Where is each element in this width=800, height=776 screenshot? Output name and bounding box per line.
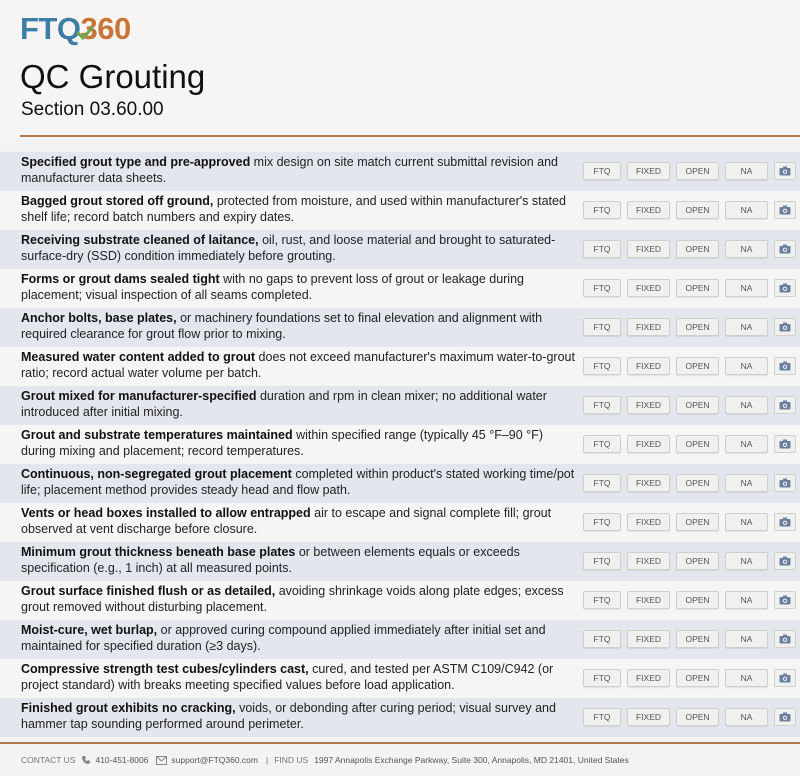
- ftq-button[interactable]: FTQ: [583, 474, 621, 492]
- camera-icon: [779, 556, 791, 566]
- ftq-button[interactable]: FTQ: [583, 552, 621, 570]
- camera-icon: [779, 517, 791, 527]
- na-button[interactable]: NA: [725, 708, 768, 726]
- checklist-item-text: [21, 350, 581, 381]
- camera-button[interactable]: [774, 474, 796, 492]
- checklist-item-bold: Forms or grout dams sealed tight: [21, 272, 220, 286]
- checklist-item-bold: Grout surface finished flush or as detailed,: [21, 584, 276, 598]
- footer: [0, 742, 800, 776]
- fixed-button[interactable]: FIXED: [627, 318, 670, 336]
- checklist-row: [0, 386, 800, 425]
- checklist-row: [0, 308, 800, 347]
- camera-button[interactable]: [774, 396, 796, 414]
- ftq-button[interactable]: FTQ: [583, 240, 621, 258]
- separator: |: [265, 755, 269, 765]
- phone-icon: [81, 755, 91, 765]
- status-buttons: [583, 240, 796, 258]
- camera-icon: [779, 634, 791, 644]
- checklist-item-detail: within specified range (typically 45 °F–90 °F) during mixing and placement; record temperatures.: [21, 428, 543, 458]
- na-button[interactable]: NA: [725, 474, 768, 492]
- checklist-item-bold: Specified grout type and pre-approved: [21, 155, 251, 169]
- checklist-item-detail: or between elements equals or exceeds specification (e.g., 1 inch) at all measured points.: [21, 545, 520, 575]
- status-buttons: [583, 357, 796, 375]
- status-buttons: [583, 396, 796, 414]
- checklist-item-text: [21, 155, 581, 186]
- open-button[interactable]: OPEN: [676, 591, 719, 609]
- na-button[interactable]: NA: [725, 240, 768, 258]
- ftq-button[interactable]: FTQ: [583, 591, 621, 609]
- ftq-button[interactable]: FTQ: [583, 201, 621, 219]
- na-button[interactable]: NA: [725, 279, 768, 297]
- camera-icon: [779, 712, 791, 722]
- checklist-item-bold: Compressive strength test cubes/cylinders cast,: [21, 662, 309, 676]
- fixed-button[interactable]: FIXED: [627, 669, 670, 687]
- fixed-button[interactable]: FIXED: [627, 630, 670, 648]
- camera-icon: [779, 361, 791, 371]
- checklist-item-bold: Bagged grout stored off ground,: [21, 194, 214, 208]
- open-button[interactable]: OPEN: [676, 513, 719, 531]
- fixed-button[interactable]: FIXED: [627, 708, 670, 726]
- ftq360-logo: [20, 12, 131, 46]
- na-button[interactable]: NA: [725, 591, 768, 609]
- open-button[interactable]: OPEN: [676, 435, 719, 453]
- checklist-item-bold: Measured water content added to grout: [21, 350, 256, 364]
- open-button[interactable]: OPEN: [676, 552, 719, 570]
- checklist-row: [0, 464, 800, 503]
- camera-icon: [779, 595, 791, 605]
- fixed-button[interactable]: FIXED: [627, 279, 670, 297]
- camera-button[interactable]: [774, 318, 796, 336]
- open-button[interactable]: OPEN: [676, 474, 719, 492]
- checklist-item-detail: air to escape and signal complete fill; grout observed at vent discharge before closure.: [21, 506, 552, 536]
- status-buttons: [583, 474, 796, 492]
- checklist-item-text: [21, 233, 581, 264]
- checklist-row: [0, 191, 800, 230]
- open-button[interactable]: OPEN: [676, 396, 719, 414]
- status-buttons: [583, 708, 796, 726]
- camera-button[interactable]: [774, 552, 796, 570]
- checklist-item-text: [21, 545, 581, 576]
- ftq-button[interactable]: FTQ: [583, 630, 621, 648]
- ftq-button[interactable]: FTQ: [583, 162, 621, 180]
- camera-icon: [779, 205, 791, 215]
- fixed-button[interactable]: FIXED: [627, 513, 670, 531]
- checklist-item-detail: does not exceed manufacturer's maximum water-to-grout ratio; record actual water volume per batch.: [21, 350, 575, 380]
- checklist-item-detail: or machinery foundations set to final elevation and alignment with required clearance for grout flow prior to mixing.: [21, 311, 543, 341]
- checklist-row: [0, 581, 800, 620]
- open-button[interactable]: OPEN: [676, 630, 719, 648]
- status-buttons: [583, 630, 796, 648]
- logo-ftq-text: FTQ: [20, 11, 81, 46]
- checklist-item-text: [21, 662, 581, 693]
- camera-icon: [779, 322, 791, 332]
- open-button[interactable]: OPEN: [676, 669, 719, 687]
- na-button[interactable]: NA: [725, 435, 768, 453]
- checklist-item-detail: protected from moisture, and used within manufacturer's stated shelf life; record batch numbers and expiry dates.: [21, 194, 566, 224]
- checklist-item-bold: Moist-cure, wet burlap,: [21, 623, 158, 637]
- ftq-button[interactable]: FTQ: [583, 318, 621, 336]
- checklist-item-detail: mix design on site match current submittal revision and manufacturer data sheets.: [21, 155, 558, 185]
- checklist-item-text: [21, 467, 581, 498]
- camera-icon: [779, 439, 791, 449]
- camera-button[interactable]: [774, 591, 796, 609]
- checklist-item-bold: Vents or head boxes installed to allow entrapped: [21, 506, 311, 520]
- camera-icon: [779, 673, 791, 683]
- camera-button[interactable]: [774, 162, 796, 180]
- fixed-button[interactable]: FIXED: [627, 396, 670, 414]
- status-buttons: [583, 201, 796, 219]
- na-button[interactable]: NA: [725, 669, 768, 687]
- fixed-button[interactable]: FIXED: [627, 591, 670, 609]
- open-button[interactable]: OPEN: [676, 201, 719, 219]
- checklist-row: [0, 698, 800, 737]
- na-button[interactable]: NA: [725, 630, 768, 648]
- na-button[interactable]: NA: [725, 357, 768, 375]
- checklist-item-bold: Minimum grout thickness beneath base plates: [21, 545, 296, 559]
- checklist-item-text: [21, 623, 581, 654]
- checklist-item-detail: cured, and tested per ASTM C109/C942 (or project standard) with breaks meeting specified values before load application.: [21, 662, 554, 692]
- na-button[interactable]: NA: [725, 162, 768, 180]
- checkmark-icon: [76, 26, 94, 40]
- open-button[interactable]: OPEN: [676, 318, 719, 336]
- fixed-button[interactable]: FIXED: [627, 162, 670, 180]
- na-button[interactable]: NA: [725, 552, 768, 570]
- status-buttons: [583, 318, 796, 336]
- checklist-item-bold: Grout and substrate temperatures maintained: [21, 428, 293, 442]
- open-button[interactable]: OPEN: [676, 240, 719, 258]
- na-button[interactable]: NA: [725, 396, 768, 414]
- checklist-item-text: [21, 584, 581, 615]
- checklist-item-bold: Receiving substrate cleaned of laitance,: [21, 233, 259, 247]
- camera-button[interactable]: [774, 513, 796, 531]
- checklist-item-bold: Anchor bolts, base plates,: [21, 311, 177, 325]
- checklist-row: [0, 152, 800, 191]
- fixed-button[interactable]: FIXED: [627, 357, 670, 375]
- open-button[interactable]: OPEN: [676, 357, 719, 375]
- checklist-item-bold: Grout mixed for manufacturer-specified: [21, 389, 257, 403]
- checklist-item-bold: Continuous, non-segregated grout placement: [21, 467, 292, 481]
- checklist-item-text: [21, 389, 581, 420]
- fixed-button[interactable]: FIXED: [627, 552, 670, 570]
- checklist-row: [0, 620, 800, 659]
- status-buttons: [583, 435, 796, 453]
- camera-button[interactable]: [774, 435, 796, 453]
- ftq-button[interactable]: FTQ: [583, 357, 621, 375]
- checklist: [0, 152, 800, 737]
- status-buttons: [583, 591, 796, 609]
- status-buttons: [583, 279, 796, 297]
- checklist-item-text: [21, 428, 581, 459]
- checklist-row: [0, 503, 800, 542]
- na-button[interactable]: NA: [725, 513, 768, 531]
- checklist-row: [0, 542, 800, 581]
- address: 1997 Annapolis Exchange Parkway, Suite 300, Annapolis, MD 21401, United States: [314, 755, 629, 765]
- camera-icon: [779, 400, 791, 410]
- checklist-item-detail: or approved curing compound applied immediately after initial set and maintained for specified duration (≥3 days).: [21, 623, 546, 653]
- ftq-button[interactable]: FTQ: [583, 513, 621, 531]
- checklist-row: [0, 425, 800, 464]
- header: [0, 0, 800, 140]
- camera-icon: [779, 166, 791, 176]
- ftq-button[interactable]: FTQ: [583, 669, 621, 687]
- email-icon: [156, 756, 167, 765]
- fixed-button[interactable]: FIXED: [627, 201, 670, 219]
- checklist-item-text: [21, 272, 581, 303]
- fixed-button[interactable]: FIXED: [627, 435, 670, 453]
- checklist-item-detail: with no gaps to prevent loss of grout or leakage during placement; visual inspection of all seams completed.: [21, 272, 524, 302]
- page-title: QC Grouting: [20, 58, 206, 95]
- status-buttons: [583, 669, 796, 687]
- section-number: Section 03.60.00: [21, 99, 164, 120]
- checklist-item-detail: oil, rust, and loose material and brought to saturated-surface-dry (SSD) condition immediately before grouting.: [21, 233, 556, 263]
- status-buttons: [583, 162, 796, 180]
- camera-button[interactable]: [774, 201, 796, 219]
- camera-button[interactable]: [774, 357, 796, 375]
- ftq-button[interactable]: FTQ: [583, 435, 621, 453]
- find-label: FIND US: [274, 755, 309, 765]
- phone-number[interactable]: 410-451-8006: [95, 755, 149, 765]
- checklist-item-text: [21, 701, 581, 732]
- camera-button[interactable]: [774, 240, 796, 258]
- email-address[interactable]: support@FTQ360.com: [171, 755, 258, 765]
- checklist-row: [0, 269, 800, 308]
- open-button[interactable]: OPEN: [676, 162, 719, 180]
- na-button[interactable]: NA: [725, 201, 768, 219]
- checklist-row: [0, 230, 800, 269]
- camera-button[interactable]: [774, 669, 796, 687]
- checklist-item-detail: avoiding shrinkage voids along plate edges; excess grout removed without disturbing placement.: [21, 584, 564, 614]
- checklist-item-text: [21, 194, 581, 225]
- open-button[interactable]: OPEN: [676, 279, 719, 297]
- camera-icon: [779, 244, 791, 254]
- na-button[interactable]: NA: [725, 318, 768, 336]
- header-divider: [20, 135, 800, 137]
- contact-label: CONTACT US: [21, 755, 76, 765]
- checklist-item-detail: completed within product's stated working time/pot life; placement method provides steady head and flow path.: [21, 467, 575, 497]
- ftq-button[interactable]: FTQ: [583, 396, 621, 414]
- camera-button[interactable]: [774, 708, 796, 726]
- fixed-button[interactable]: FIXED: [627, 474, 670, 492]
- camera-button[interactable]: [774, 630, 796, 648]
- status-buttons: [583, 513, 796, 531]
- camera-button[interactable]: [774, 279, 796, 297]
- checklist-item-text: [21, 311, 581, 342]
- checklist-item-detail: voids, or debonding after curing period; visual survey and hammer tap sounding performed around perimeter.: [21, 701, 556, 731]
- open-button[interactable]: OPEN: [676, 708, 719, 726]
- checklist-item-bold: Finished grout exhibits no cracking,: [21, 701, 236, 715]
- checklist-item-text: [21, 506, 581, 537]
- checklist-row: [0, 659, 800, 698]
- status-buttons: [583, 552, 796, 570]
- camera-icon: [779, 478, 791, 488]
- logo-360-text: 360: [80, 11, 131, 46]
- ftq-button[interactable]: FTQ: [583, 279, 621, 297]
- fixed-button[interactable]: FIXED: [627, 240, 670, 258]
- checklist-item-detail: duration and rpm in clean mixer; no additional water introduced after initial mixing.: [21, 389, 547, 419]
- ftq-button[interactable]: FTQ: [583, 708, 621, 726]
- checklist-row: [0, 347, 800, 386]
- camera-icon: [779, 283, 791, 293]
